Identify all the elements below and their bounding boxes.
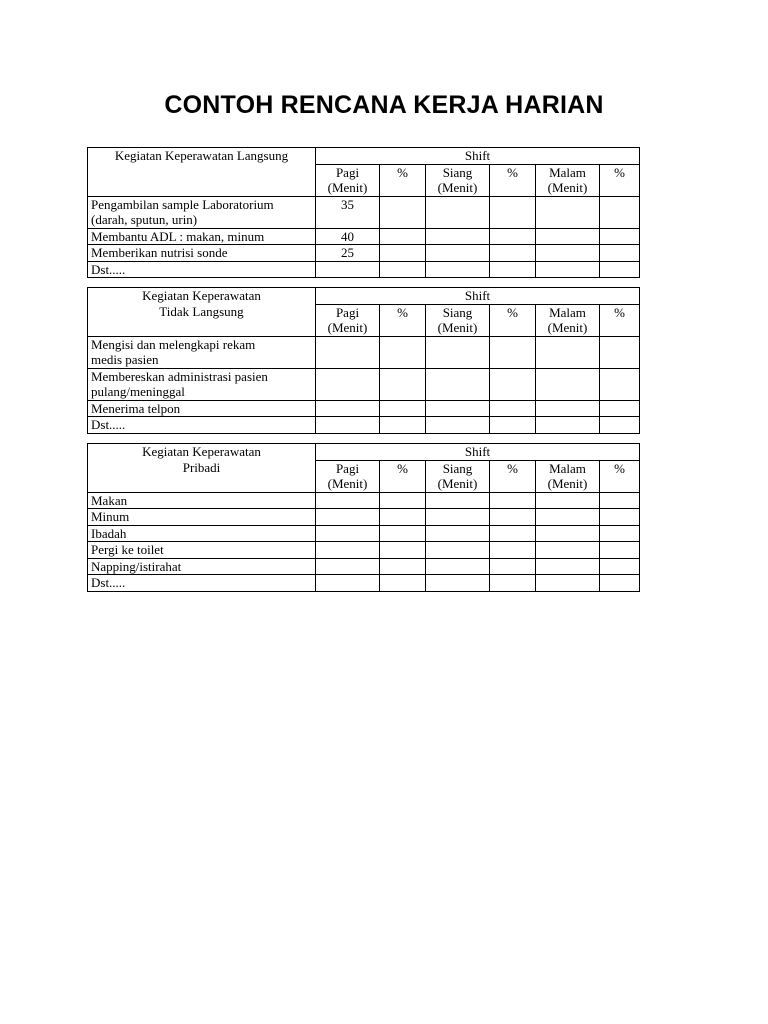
malam-unit-label: (Menit) — [547, 476, 588, 491]
siang-minutes-header — [426, 304, 490, 336]
pagi-percent-header: % — [380, 460, 426, 492]
pagi-minutes-cell — [316, 525, 380, 542]
pagi-percent-cell — [380, 228, 426, 245]
malam-percent-cell — [600, 509, 640, 526]
siang-minutes-cell — [426, 417, 490, 434]
siang-percent-cell — [490, 558, 536, 575]
activity-line1: Membereskan administrasi pasien — [91, 368, 268, 384]
siang-minutes-cell — [426, 400, 490, 417]
pagi-unit-label: (Menit) — [327, 476, 368, 491]
pagi-minutes-cell — [316, 575, 380, 592]
pagi-minutes-cell — [316, 492, 380, 509]
table-personal — [87, 443, 640, 592]
malam-percent-cell — [600, 336, 640, 368]
pagi-label: Pagi — [335, 460, 360, 476]
activity-cell — [88, 336, 316, 368]
activity-line1: Minum — [91, 509, 130, 524]
malam-minutes-cell — [536, 509, 600, 526]
header-row — [88, 148, 640, 165]
siang-percent-cell — [490, 575, 536, 592]
pagi-minutes-cell — [316, 417, 380, 434]
table-row — [88, 261, 640, 278]
siang-percent-header: % — [490, 460, 536, 492]
header-row — [88, 288, 640, 305]
activity-line2: (darah, sputun, urin) — [91, 212, 198, 227]
table-row — [88, 336, 640, 368]
table-row — [88, 492, 640, 509]
document-title: CONTOH RENCANA KERJA HARIAN — [164, 91, 604, 119]
siang-percent-cell — [490, 261, 536, 278]
siang-minutes-cell — [426, 492, 490, 509]
pagi-percent-cell — [380, 558, 426, 575]
malam-minutes-cell — [536, 558, 600, 575]
malam-minutes-cell — [536, 400, 600, 417]
activity-line1: Napping/istirahat — [91, 558, 182, 574]
pagi-percent-cell — [380, 400, 426, 417]
malam-percent-cell — [600, 228, 640, 245]
malam-percent-header: % — [600, 164, 640, 196]
siang-unit-label: (Menit) — [437, 476, 478, 491]
siang-minutes-cell — [426, 245, 490, 262]
malam-label: Malam — [549, 164, 586, 180]
malam-unit-label: (Menit) — [547, 320, 588, 335]
malam-minutes-header — [536, 164, 600, 196]
siang-minutes-cell — [426, 228, 490, 245]
activity-cell — [88, 558, 316, 575]
activity-cell — [88, 525, 316, 542]
pagi-percent-cell — [380, 575, 426, 592]
pagi-percent-cell — [380, 261, 426, 278]
malam-minutes-cell — [536, 492, 600, 509]
header-row — [88, 444, 640, 461]
siang-percent-cell — [490, 196, 536, 228]
activity-line1: Dst..... — [91, 417, 126, 432]
pagi-minutes-cell — [316, 336, 380, 368]
malam-minutes-cell — [536, 525, 600, 542]
activity-line1: Pengambilan sample Laboratorium — [91, 196, 274, 212]
activity-line1: Pergi ke toilet — [91, 542, 164, 557]
activity-line2: pulang/meninggal — [91, 384, 185, 399]
malam-minutes-cell — [536, 336, 600, 368]
pagi-percent-cell — [380, 417, 426, 434]
siang-percent-cell — [490, 417, 536, 434]
malam-percent-cell — [600, 492, 640, 509]
pagi-minutes-cell: 40 — [316, 228, 380, 245]
activity-cell — [88, 542, 316, 559]
malam-percent-cell — [600, 245, 640, 262]
activity-cell — [88, 575, 316, 592]
activity-line1: Membantu ADL : makan, minum — [91, 228, 265, 244]
pagi-minutes-cell — [316, 400, 380, 417]
table-row — [88, 509, 640, 526]
malam-percent-header: % — [600, 460, 640, 492]
table-row — [88, 525, 640, 542]
activity-header-line1: Kegiatan Keperawatan Langsung — [114, 148, 289, 163]
malam-percent-cell — [600, 261, 640, 278]
siang-minutes-header — [426, 460, 490, 492]
malam-percent-cell — [600, 368, 640, 400]
activity-header-line2: Tidak Langsung — [159, 303, 244, 319]
siang-percent-header: % — [490, 304, 536, 336]
siang-percent-cell — [490, 336, 536, 368]
siang-percent-cell — [490, 400, 536, 417]
siang-minutes-header — [426, 164, 490, 196]
malam-minutes-cell — [536, 228, 600, 245]
malam-percent-cell — [600, 558, 640, 575]
activity-cell — [88, 196, 316, 228]
activity-line1: Ibadah — [91, 525, 127, 541]
activity-line1: Dst..... — [91, 261, 126, 277]
malam-minutes-header — [536, 304, 600, 336]
table-row — [88, 400, 640, 417]
siang-minutes-cell — [426, 525, 490, 542]
activity-line1: Menerima telpon — [91, 400, 181, 416]
malam-percent-cell — [600, 575, 640, 592]
siang-label: Siang — [442, 304, 473, 320]
siang-percent-cell — [490, 368, 536, 400]
activity-column-header — [88, 148, 316, 197]
activity-line1: Dst..... — [91, 575, 126, 590]
activity-line1: Mengisi dan melengkapi rekam — [91, 336, 256, 352]
pagi-unit-label: (Menit) — [327, 320, 368, 335]
shift-header: Shift — [316, 148, 640, 165]
siang-percent-header: % — [490, 164, 536, 196]
malam-minutes-cell — [536, 196, 600, 228]
siang-minutes-cell — [426, 196, 490, 228]
table-row — [88, 575, 640, 592]
malam-percent-cell — [600, 542, 640, 559]
pagi-minutes-header — [316, 304, 380, 336]
pagi-percent-cell — [380, 525, 426, 542]
pagi-minutes-header — [316, 164, 380, 196]
pagi-unit-label: (Menit) — [327, 180, 368, 195]
siang-minutes-cell — [426, 336, 490, 368]
activity-header-line1: Kegiatan Keperawatan — [142, 288, 261, 303]
malam-minutes-cell — [536, 575, 600, 592]
siang-minutes-cell — [426, 261, 490, 278]
activity-cell — [88, 261, 316, 278]
pagi-percent-cell — [380, 245, 426, 262]
activity-cell — [88, 492, 316, 509]
table-row — [88, 245, 640, 262]
pagi-minutes-cell — [316, 542, 380, 559]
pagi-minutes-cell — [316, 509, 380, 526]
pagi-percent-cell — [380, 196, 426, 228]
pagi-minutes-cell: 25 — [316, 245, 380, 262]
malam-minutes-header — [536, 460, 600, 492]
malam-minutes-cell — [536, 245, 600, 262]
siang-percent-cell — [490, 245, 536, 262]
activity-line1: Memberikan nutrisi sonde — [91, 245, 228, 260]
siang-minutes-cell — [426, 509, 490, 526]
pagi-percent-cell — [380, 336, 426, 368]
shift-header: Shift — [316, 288, 640, 305]
malam-unit-label: (Menit) — [547, 180, 588, 195]
siang-minutes-cell — [426, 575, 490, 592]
pagi-percent-header: % — [380, 304, 426, 336]
malam-percent-cell — [600, 400, 640, 417]
malam-minutes-cell — [536, 261, 600, 278]
malam-percent-header: % — [600, 304, 640, 336]
pagi-percent-cell — [380, 542, 426, 559]
pagi-percent-cell — [380, 368, 426, 400]
table-row — [88, 542, 640, 559]
malam-label: Malam — [549, 304, 586, 320]
activity-cell — [88, 368, 316, 400]
pagi-minutes-cell: 35 — [316, 196, 380, 228]
table-row — [88, 368, 640, 400]
pagi-minutes-header — [316, 460, 380, 492]
siang-label: Siang — [442, 164, 473, 180]
activity-cell — [88, 245, 316, 262]
siang-percent-cell — [490, 228, 536, 245]
activity-cell — [88, 400, 316, 417]
siang-minutes-cell — [426, 368, 490, 400]
siang-percent-cell — [490, 525, 536, 542]
table-indirect-care — [87, 287, 640, 434]
pagi-label: Pagi — [335, 304, 360, 320]
malam-percent-cell — [600, 196, 640, 228]
table-row — [88, 228, 640, 245]
malam-minutes-cell — [536, 368, 600, 400]
malam-label: Malam — [549, 460, 586, 476]
activity-column-header — [88, 444, 316, 493]
pagi-minutes-cell — [316, 261, 380, 278]
siang-minutes-cell — [426, 542, 490, 559]
pagi-minutes-cell — [316, 558, 380, 575]
activity-header-line1: Kegiatan Keperawatan — [142, 444, 261, 459]
pagi-percent-cell — [380, 509, 426, 526]
table-row — [88, 196, 640, 228]
malam-percent-cell — [600, 525, 640, 542]
siang-unit-label: (Menit) — [437, 320, 478, 335]
activity-line1: Makan — [91, 492, 128, 508]
activity-line2: medis pasien — [91, 352, 159, 367]
pagi-minutes-cell — [316, 368, 380, 400]
shift-header: Shift — [316, 444, 640, 461]
siang-percent-cell — [490, 492, 536, 509]
table-direct-care — [87, 147, 640, 278]
activity-cell — [88, 417, 316, 434]
pagi-label: Pagi — [335, 164, 360, 180]
siang-minutes-cell — [426, 558, 490, 575]
malam-minutes-cell — [536, 542, 600, 559]
pagi-percent-cell — [380, 492, 426, 509]
table-row — [88, 417, 640, 434]
pagi-percent-header: % — [380, 164, 426, 196]
malam-percent-cell — [600, 417, 640, 434]
siang-unit-label: (Menit) — [437, 180, 478, 195]
siang-percent-cell — [490, 509, 536, 526]
activity-header-line2: Pribadi — [182, 459, 221, 475]
activity-cell — [88, 509, 316, 526]
table-row — [88, 558, 640, 575]
siang-label: Siang — [442, 460, 473, 476]
activity-column-header — [88, 288, 316, 337]
siang-percent-cell — [490, 542, 536, 559]
malam-minutes-cell — [536, 417, 600, 434]
activity-cell — [88, 228, 316, 245]
